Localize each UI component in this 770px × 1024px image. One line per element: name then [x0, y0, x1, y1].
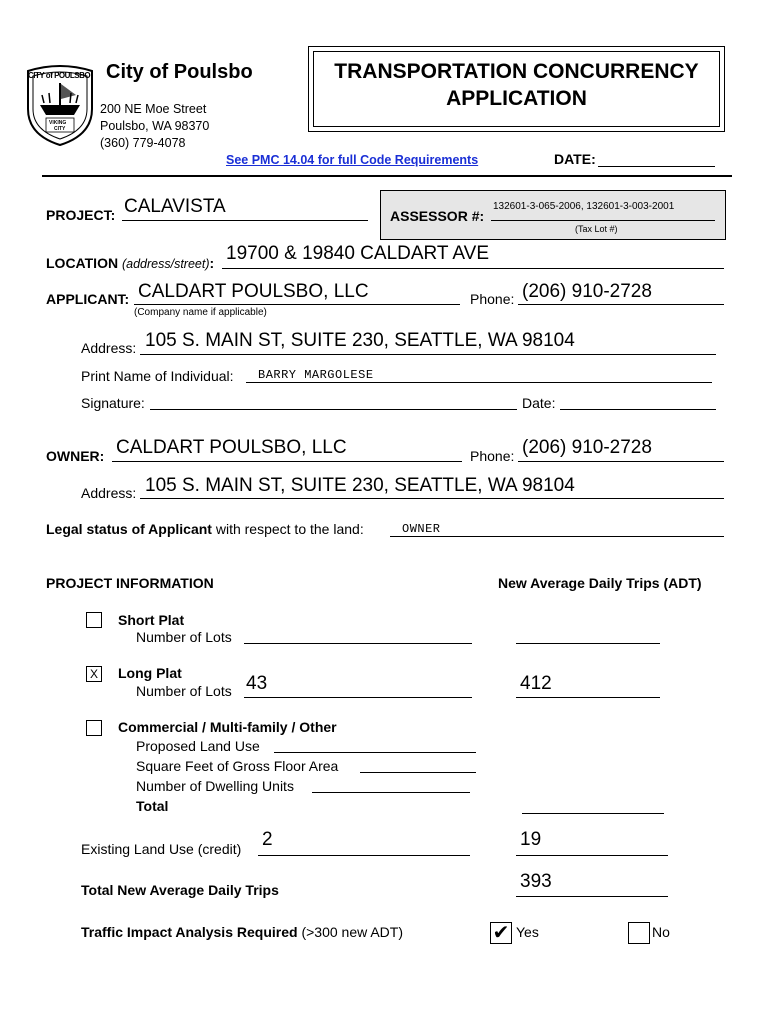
dwelling-units-label: Number of Dwelling Units: [136, 778, 294, 794]
location-hint: (address/street): [121, 257, 210, 271]
legal-status-field[interactable]: [390, 536, 724, 537]
applicant-phone-field[interactable]: [518, 304, 724, 305]
company-name-note: (Company name if applicable): [134, 307, 267, 318]
gross-floor-area-label: Square Feet of Gross Floor Area: [136, 758, 339, 774]
signature-label: Signature:: [81, 395, 145, 411]
print-name-label: Print Name of Individual:: [81, 368, 234, 384]
location-label: LOCATION: [46, 255, 119, 271]
commercial-total-adt-field[interactable]: [522, 813, 664, 814]
tia-yes-label: Yes: [516, 924, 539, 940]
applicant-address-field[interactable]: [140, 354, 716, 355]
city-address-line2: Poulsbo, WA 98370: [100, 119, 210, 133]
seal-text: CITY of POULSBO: [28, 71, 91, 80]
project-info-heading: PROJECT INFORMATION: [46, 575, 214, 591]
short-plat-lots-label: Number of Lots: [136, 629, 232, 645]
total-new-adt-label: Total New Average Daily Trips: [81, 882, 279, 898]
long-plat-title: Long Plat: [118, 665, 182, 681]
long-plat-lots-label: Number of Lots: [136, 683, 232, 699]
project-label: PROJECT:: [46, 207, 116, 223]
gross-floor-area-field[interactable]: [360, 772, 476, 773]
seal-subtext: CITY: [54, 126, 66, 132]
signature-date-label: Date:: [522, 395, 556, 411]
owner-phone-value: (206) 910-2728: [522, 437, 652, 458]
applicant-phone-value: (206) 910-2728: [522, 281, 652, 302]
existing-land-use-field[interactable]: [258, 855, 470, 856]
short-plat-checkbox[interactable]: [86, 612, 102, 628]
project-field[interactable]: [122, 220, 368, 221]
legal-status-label: Legal status of Applicant with respect to the land:: [46, 521, 364, 537]
proposed-land-use-label: Proposed Land Use: [136, 738, 260, 754]
proposed-land-use-field[interactable]: [274, 752, 476, 753]
short-plat-lots-field[interactable]: [244, 643, 472, 644]
long-plat-lots-field[interactable]: [244, 697, 472, 698]
date-field[interactable]: [598, 166, 715, 167]
applicant-value: CALDART POULSBO, LLC: [138, 281, 369, 302]
existing-adt-field[interactable]: [516, 855, 668, 856]
long-plat-adt-value: 412: [520, 673, 552, 694]
city-phone: (360) 779-4078: [100, 136, 186, 150]
city-seal-logo: [22, 65, 98, 147]
owner-field[interactable]: [112, 461, 462, 462]
commercial-title: Commercial / Multi-family / Other: [118, 719, 337, 735]
short-plat-adt-field[interactable]: [516, 643, 660, 644]
project-value: CALAVISTA: [124, 196, 226, 217]
print-name-field[interactable]: [246, 382, 712, 383]
tax-lot-note: (Tax Lot #): [575, 224, 618, 234]
seal-subtext: VIKING: [49, 120, 67, 126]
owner-address-value: 105 S. MAIN ST, SUITE 230, SEATTLE, WA 98104: [145, 475, 575, 496]
owner-phone-label: Phone:: [470, 448, 515, 464]
commercial-total-label: Total: [136, 798, 169, 814]
applicant-phone-label: Phone:: [470, 291, 515, 307]
long-plat-adt-field[interactable]: [516, 697, 660, 698]
header-divider: [42, 175, 732, 177]
existing-land-use-value: 2: [262, 829, 273, 850]
location-field[interactable]: [222, 268, 724, 269]
form-title-line1: TRANSPORTATION CONCURRENCY: [334, 60, 699, 83]
title-box: [308, 46, 725, 132]
existing-adt-value: 19: [520, 829, 542, 850]
existing-land-use-label: Existing Land Use (credit): [81, 841, 242, 857]
location-value: 19700 & 19840 CALDART AVE: [226, 243, 490, 264]
tia-no-checkbox[interactable]: [628, 922, 650, 944]
assessor-label: ASSESSOR #:: [390, 208, 485, 224]
applicant-field[interactable]: [134, 304, 460, 305]
legal-status-value: OWNER: [402, 522, 441, 536]
form-title-line2: APPLICATION: [446, 87, 587, 110]
owner-value: CALDART POULSBO, LLC: [116, 437, 347, 458]
tia-no-label: No: [652, 924, 670, 940]
city-name: City of Poulsbo: [106, 61, 253, 83]
tia-yes-checkbox[interactable]: ✔: [490, 922, 512, 944]
short-plat-title: Short Plat: [118, 612, 185, 628]
owner-address-field[interactable]: [140, 498, 724, 499]
tia-label: Traffic Impact Analysis Required (>300 new ADT): [81, 924, 404, 940]
adt-heading: New Average Daily Trips (ADT): [498, 575, 702, 591]
location-label-group: LOCATION (address/street):: [46, 255, 215, 271]
city-address-line1: 200 NE Moe Street: [100, 102, 207, 116]
owner-phone-field[interactable]: [518, 461, 724, 462]
assessor-box: [380, 190, 726, 240]
signature-date-field[interactable]: [560, 409, 716, 410]
applicant-address-value: 105 S. MAIN ST, SUITE 230, SEATTLE, WA 98104: [145, 330, 575, 351]
owner-label: OWNER:: [46, 448, 105, 464]
long-plat-lots-value: 43: [246, 673, 268, 694]
assessor-field[interactable]: [491, 220, 715, 221]
date-label: DATE:: [554, 151, 596, 167]
applicant-address-label: Address:: [81, 340, 137, 356]
total-new-adt-field[interactable]: [516, 896, 668, 897]
signature-field[interactable]: [150, 409, 517, 410]
applicant-label: APPLICANT:: [46, 291, 130, 307]
print-name-value: BARRY MARGOLESE: [258, 368, 374, 382]
pmc-code-link[interactable]: See PMC 14.04 for full Code Requirements: [226, 153, 479, 167]
long-plat-checkbox[interactable]: X: [86, 666, 102, 682]
commercial-checkbox[interactable]: [86, 720, 102, 736]
dwelling-units-field[interactable]: [312, 792, 470, 793]
total-new-adt-value: 393: [520, 871, 552, 892]
assessor-value: 132601-3-065-2006, 132601-3-003-2001: [493, 201, 675, 212]
owner-address-label: Address:: [81, 485, 137, 501]
